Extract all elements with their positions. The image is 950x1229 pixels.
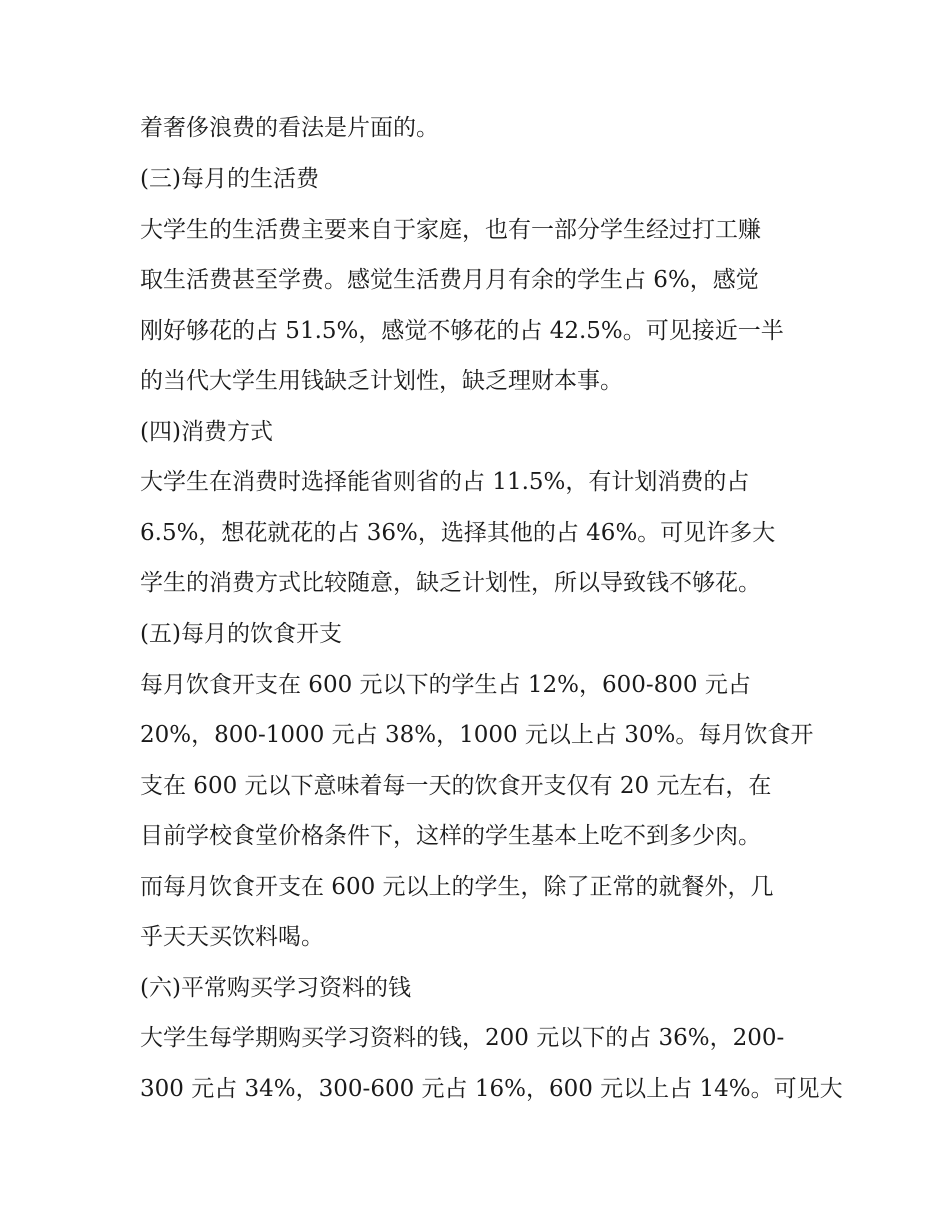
text-line: 学生的消费方式比较随意，缺乏计划性，所以导致钱不够花。 xyxy=(140,570,761,596)
section-heading-3: (三)每月的生活费 xyxy=(140,166,319,192)
section-heading-5: (五)每月的饮食开支 xyxy=(140,621,342,647)
text-line: 每月饮食开支在 600 元以下的学生占 12%，600-800 元占 xyxy=(140,672,751,698)
section-heading-4: (四)消费方式 xyxy=(140,419,273,445)
text-line: 而每月饮食开支在 600 元以上的学生，除了正常的就餐外，几 xyxy=(140,874,774,900)
text-line: 大学生在消费时选择能省则省的占 11.5%，有计划消费的占 xyxy=(140,469,750,495)
text-line: 着奢侈浪费的看法是片面的。 xyxy=(140,115,439,141)
section-heading-6: (六)平常购买学习资料的钱 xyxy=(140,975,411,1001)
text-line: 300 元占 34%，300-600 元占 16%，600 元以上占 14%。可见大 xyxy=(140,1076,843,1102)
text-line: 支在 600 元以下意味着每一天的饮食开支仅有 20 元左右，在 xyxy=(140,773,772,799)
text-line: 目前学校食堂价格条件下，这样的学生基本上吃不到多少肉。 xyxy=(140,823,761,849)
text-line: 大学生的生活费主要来自于家庭，也有一部分学生经过打工赚 xyxy=(140,217,761,243)
text-line: 刚好够花的占 51.5%，感觉不够花的占 42.5%。可见接近一半 xyxy=(140,318,784,344)
text-line: 6.5%，想花就花的占 36%，选择其他的占 46%。可见许多大 xyxy=(140,520,776,546)
text-line: 的当代大学生用钱缺乏计划性，缺乏理财本事。 xyxy=(140,368,623,394)
text-line: 大学生每学期购买学习资料的钱，200 元以下的占 36%，200- xyxy=(140,1025,785,1051)
text-line: 取生活费甚至学费。感觉生活费月月有余的学生占 6%，感觉 xyxy=(140,267,759,293)
text-line: 乎天天买饮料喝。 xyxy=(140,924,324,950)
text-line: 20%，800-1000 元占 38%，1000 元以上占 30%。每月饮食开 xyxy=(140,722,814,748)
